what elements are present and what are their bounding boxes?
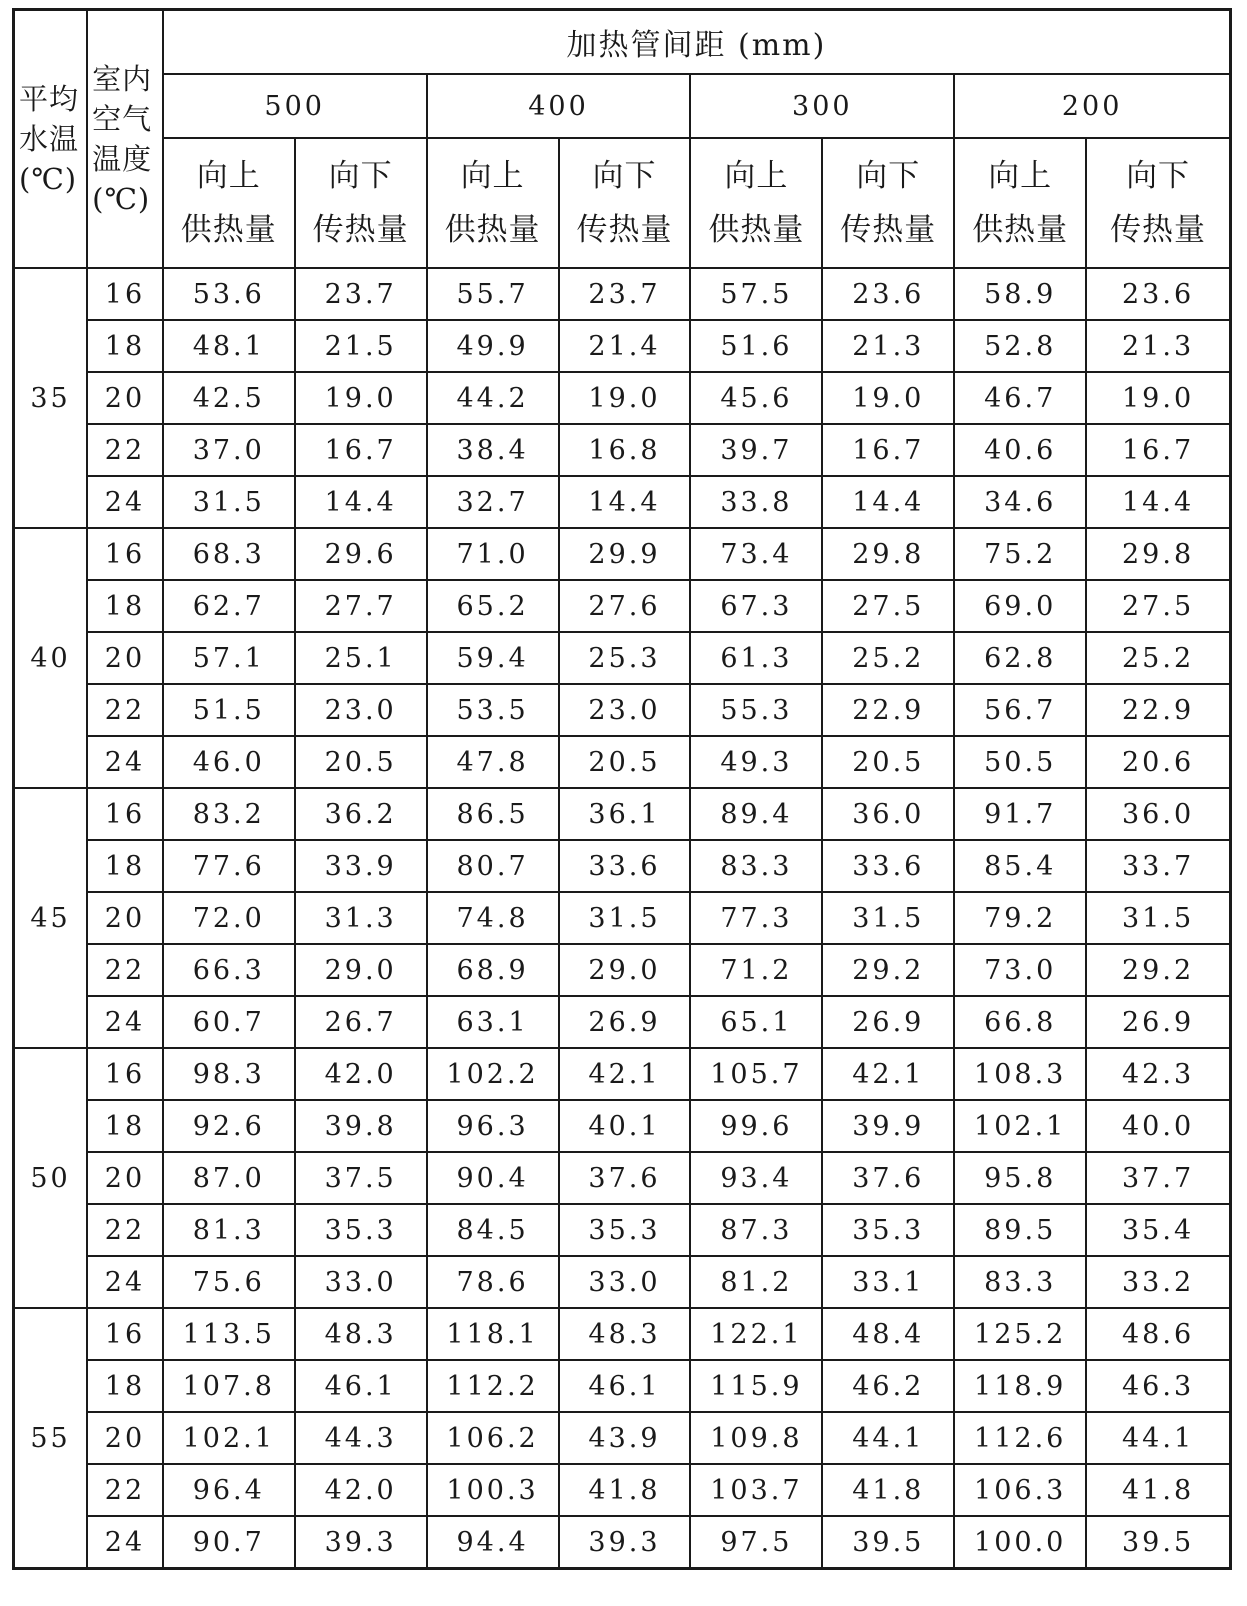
upward-heat-cell: 115.9 — [690, 1360, 822, 1412]
upward-heat-cell: 84.5 — [427, 1204, 559, 1256]
downward-heat-cell: 29.0 — [559, 944, 691, 996]
upward-heat-cell: 81.3 — [163, 1204, 295, 1256]
downward-heat-cell: 19.0 — [295, 372, 427, 424]
room-temp-cell: 24 — [87, 1256, 163, 1308]
table-row — [14, 736, 1231, 788]
downward-heat-cell: 20.5 — [295, 736, 427, 788]
upward-heat-cell: 100.3 — [427, 1464, 559, 1516]
downward-heat-cell: 31.5 — [559, 892, 691, 944]
downward-heat-cell: 37.6 — [822, 1152, 954, 1204]
upward-heat-cell: 67.3 — [690, 580, 822, 632]
header-up-line: 向上 — [460, 158, 525, 194]
water-temp-cell: 55 — [14, 1308, 88, 1569]
header-room-temp-line: 室内 — [92, 62, 153, 96]
table-row — [14, 840, 1231, 892]
header-up — [690, 138, 822, 268]
downward-heat-cell: 42.0 — [295, 1464, 427, 1516]
upward-heat-cell: 75.2 — [954, 528, 1086, 580]
downward-heat-cell: 37.7 — [1086, 1152, 1230, 1204]
upward-heat-cell: 93.4 — [690, 1152, 822, 1204]
upward-heat-cell: 40.6 — [954, 424, 1086, 476]
header-water-temp-line: 平均 — [19, 82, 80, 116]
upward-heat-cell: 85.4 — [954, 840, 1086, 892]
downward-heat-cell: 37.6 — [559, 1152, 691, 1204]
header-up — [427, 138, 559, 268]
downward-heat-cell: 14.4 — [822, 476, 954, 528]
downward-heat-cell: 42.3 — [1086, 1048, 1230, 1100]
upward-heat-cell: 74.8 — [427, 892, 559, 944]
table-row — [14, 1412, 1231, 1464]
upward-heat-cell: 65.1 — [690, 996, 822, 1048]
upward-heat-cell: 60.7 — [163, 996, 295, 1048]
table-row — [14, 1100, 1231, 1152]
table-row — [14, 684, 1231, 736]
downward-heat-cell: 22.9 — [1086, 684, 1230, 736]
water-temp-cell: 35 — [14, 268, 88, 528]
upward-heat-cell: 42.5 — [163, 372, 295, 424]
downward-heat-cell: 20.5 — [559, 736, 691, 788]
header-row-directions — [14, 138, 1231, 268]
upward-heat-cell: 77.6 — [163, 840, 295, 892]
downward-heat-cell: 14.4 — [1086, 476, 1230, 528]
room-temp-cell: 18 — [87, 1360, 163, 1412]
upward-heat-cell: 34.6 — [954, 476, 1086, 528]
downward-heat-cell: 29.2 — [1086, 944, 1230, 996]
room-temp-cell: 16 — [87, 1048, 163, 1100]
downward-heat-cell: 48.6 — [1086, 1308, 1230, 1360]
heat-table-wrapper — [12, 8, 1232, 1598]
upward-heat-cell: 113.5 — [163, 1308, 295, 1360]
header-up-line: 向上 — [724, 158, 789, 194]
downward-heat-cell: 23.0 — [559, 684, 691, 736]
header-up-line: 向上 — [196, 158, 261, 194]
upward-heat-cell: 47.8 — [427, 736, 559, 788]
downward-heat-cell: 25.3 — [559, 632, 691, 684]
upward-heat-cell: 90.4 — [427, 1152, 559, 1204]
header-spacing-400: 400 — [427, 74, 691, 138]
downward-heat-cell: 23.6 — [1086, 268, 1230, 320]
downward-heat-cell: 46.1 — [295, 1360, 427, 1412]
header-row-spacings — [14, 74, 1231, 138]
heat-output-table — [12, 8, 1232, 1570]
downward-heat-cell: 26.7 — [295, 996, 427, 1048]
header-spacing-200: 200 — [954, 74, 1230, 138]
downward-heat-cell: 19.0 — [822, 372, 954, 424]
downward-heat-cell: 42.1 — [822, 1048, 954, 1100]
upward-heat-cell: 77.3 — [690, 892, 822, 944]
header-water-temp — [14, 10, 88, 269]
header-room-temp-line: 空气 — [92, 102, 153, 136]
upward-heat-cell: 38.4 — [427, 424, 559, 476]
downward-heat-cell: 14.4 — [559, 476, 691, 528]
downward-heat-cell: 39.8 — [295, 1100, 427, 1152]
header-down-line: 向下 — [856, 158, 921, 194]
header-down — [559, 138, 691, 268]
header-up-line: 供热量 — [708, 212, 805, 248]
upward-heat-cell: 72.0 — [163, 892, 295, 944]
upward-heat-cell: 53.5 — [427, 684, 559, 736]
upward-heat-cell: 102.1 — [163, 1412, 295, 1464]
upward-heat-cell: 73.0 — [954, 944, 1086, 996]
header-water-temp-line: (℃) — [19, 162, 78, 196]
downward-heat-cell: 37.5 — [295, 1152, 427, 1204]
table-row — [14, 528, 1231, 580]
upward-heat-cell: 118.1 — [427, 1308, 559, 1360]
downward-heat-cell: 16.8 — [559, 424, 691, 476]
header-spacing-title: 加热管间距 (mm) — [163, 10, 1231, 75]
upward-heat-cell: 66.3 — [163, 944, 295, 996]
upward-heat-cell: 37.0 — [163, 424, 295, 476]
header-up-line: 供热量 — [444, 212, 541, 248]
upward-heat-cell: 62.7 — [163, 580, 295, 632]
downward-heat-cell: 46.2 — [822, 1360, 954, 1412]
header-down-line: 向下 — [592, 158, 657, 194]
upward-heat-cell: 87.0 — [163, 1152, 295, 1204]
upward-heat-cell: 44.2 — [427, 372, 559, 424]
header-down — [295, 138, 427, 268]
upward-heat-cell: 57.5 — [690, 268, 822, 320]
header-down — [1086, 138, 1230, 268]
table-row — [14, 788, 1231, 840]
upward-heat-cell: 55.3 — [690, 684, 822, 736]
downward-heat-cell: 33.9 — [295, 840, 427, 892]
downward-heat-cell: 29.8 — [822, 528, 954, 580]
downward-heat-cell: 23.7 — [295, 268, 427, 320]
downward-heat-cell: 33.2 — [1086, 1256, 1230, 1308]
downward-heat-cell: 26.9 — [559, 996, 691, 1048]
downward-heat-cell: 26.9 — [822, 996, 954, 1048]
header-up — [163, 138, 295, 268]
downward-heat-cell: 42.0 — [295, 1048, 427, 1100]
upward-heat-cell: 83.3 — [690, 840, 822, 892]
downward-heat-cell: 19.0 — [1086, 372, 1230, 424]
upward-heat-cell: 81.2 — [690, 1256, 822, 1308]
downward-heat-cell: 40.1 — [559, 1100, 691, 1152]
room-temp-cell: 20 — [87, 1152, 163, 1204]
downward-heat-cell: 36.1 — [559, 788, 691, 840]
header-up — [954, 138, 1086, 268]
upward-heat-cell: 100.0 — [954, 1516, 1086, 1569]
downward-heat-cell: 36.0 — [1086, 788, 1230, 840]
water-temp-cell: 45 — [14, 788, 88, 1048]
downward-heat-cell: 39.3 — [559, 1516, 691, 1569]
upward-heat-cell: 71.0 — [427, 528, 559, 580]
downward-heat-cell: 46.3 — [1086, 1360, 1230, 1412]
table-row — [14, 424, 1231, 476]
header-down-line: 传热量 — [840, 212, 937, 248]
table-row — [14, 1516, 1231, 1569]
upward-heat-cell: 58.9 — [954, 268, 1086, 320]
upward-heat-cell: 103.7 — [690, 1464, 822, 1516]
downward-heat-cell: 23.6 — [822, 268, 954, 320]
upward-heat-cell: 95.8 — [954, 1152, 1086, 1204]
downward-heat-cell: 36.2 — [295, 788, 427, 840]
table-row — [14, 632, 1231, 684]
downward-heat-cell: 19.0 — [559, 372, 691, 424]
upward-heat-cell: 49.3 — [690, 736, 822, 788]
upward-heat-cell: 107.8 — [163, 1360, 295, 1412]
upward-heat-cell: 83.2 — [163, 788, 295, 840]
downward-heat-cell: 21.3 — [822, 320, 954, 372]
header-up-line: 供热量 — [180, 212, 277, 248]
upward-heat-cell: 78.6 — [427, 1256, 559, 1308]
downward-heat-cell: 22.9 — [822, 684, 954, 736]
downward-heat-cell: 27.7 — [295, 580, 427, 632]
water-temp-cell: 50 — [14, 1048, 88, 1308]
room-temp-cell: 22 — [87, 684, 163, 736]
header-down-line: 向下 — [328, 158, 393, 194]
header-spacing-500: 500 — [163, 74, 427, 138]
header-up-line: 供热量 — [972, 212, 1069, 248]
downward-heat-cell: 39.3 — [295, 1516, 427, 1569]
header-room-temp-line: (℃) — [92, 182, 151, 216]
upward-heat-cell: 55.7 — [427, 268, 559, 320]
header-down-line: 传热量 — [1110, 212, 1207, 248]
downward-heat-cell: 23.0 — [295, 684, 427, 736]
downward-heat-cell: 20.6 — [1086, 736, 1230, 788]
room-temp-cell: 24 — [87, 996, 163, 1048]
upward-heat-cell: 112.6 — [954, 1412, 1086, 1464]
header-room-temp-line: 温度 — [92, 142, 153, 176]
downward-heat-cell: 48.3 — [559, 1308, 691, 1360]
table-row — [14, 944, 1231, 996]
table-row — [14, 1360, 1231, 1412]
downward-heat-cell: 33.0 — [295, 1256, 427, 1308]
downward-heat-cell: 39.5 — [1086, 1516, 1230, 1569]
upward-heat-cell: 91.7 — [954, 788, 1086, 840]
downward-heat-cell: 25.2 — [822, 632, 954, 684]
header-water-temp-line: 水温 — [19, 122, 80, 156]
downward-heat-cell: 44.1 — [822, 1412, 954, 1464]
downward-heat-cell: 35.3 — [295, 1204, 427, 1256]
upward-heat-cell: 46.0 — [163, 736, 295, 788]
upward-heat-cell: 65.2 — [427, 580, 559, 632]
downward-heat-cell: 33.6 — [559, 840, 691, 892]
upward-heat-cell: 50.5 — [954, 736, 1086, 788]
downward-heat-cell: 33.6 — [822, 840, 954, 892]
room-temp-cell: 24 — [87, 736, 163, 788]
room-temp-cell: 24 — [87, 476, 163, 528]
room-temp-cell: 22 — [87, 1464, 163, 1516]
downward-heat-cell: 46.1 — [559, 1360, 691, 1412]
upward-heat-cell: 52.8 — [954, 320, 1086, 372]
upward-heat-cell: 73.4 — [690, 528, 822, 580]
upward-heat-cell: 106.3 — [954, 1464, 1086, 1516]
upward-heat-cell: 56.7 — [954, 684, 1086, 736]
upward-heat-cell: 33.8 — [690, 476, 822, 528]
upward-heat-cell: 122.1 — [690, 1308, 822, 1360]
downward-heat-cell: 27.6 — [559, 580, 691, 632]
downward-heat-cell: 33.1 — [822, 1256, 954, 1308]
upward-heat-cell: 118.9 — [954, 1360, 1086, 1412]
room-temp-cell: 18 — [87, 1100, 163, 1152]
upward-heat-cell: 46.7 — [954, 372, 1086, 424]
upward-heat-cell: 66.8 — [954, 996, 1086, 1048]
header-row-title — [14, 10, 1231, 75]
header-down-line: 向下 — [1126, 158, 1191, 194]
downward-heat-cell: 36.0 — [822, 788, 954, 840]
downward-heat-cell: 23.7 — [559, 268, 691, 320]
room-temp-cell: 22 — [87, 944, 163, 996]
table-row — [14, 892, 1231, 944]
upward-heat-cell: 68.3 — [163, 528, 295, 580]
downward-heat-cell: 39.5 — [822, 1516, 954, 1569]
downward-heat-cell: 48.4 — [822, 1308, 954, 1360]
upward-heat-cell: 87.3 — [690, 1204, 822, 1256]
upward-heat-cell: 61.3 — [690, 632, 822, 684]
upward-heat-cell: 49.9 — [427, 320, 559, 372]
room-temp-cell: 16 — [87, 528, 163, 580]
upward-heat-cell: 71.2 — [690, 944, 822, 996]
downward-heat-cell: 29.2 — [822, 944, 954, 996]
table-row — [14, 1204, 1231, 1256]
upward-heat-cell: 68.9 — [427, 944, 559, 996]
downward-heat-cell: 41.8 — [822, 1464, 954, 1516]
room-temp-cell: 18 — [87, 320, 163, 372]
upward-heat-cell: 96.4 — [163, 1464, 295, 1516]
downward-heat-cell: 43.9 — [559, 1412, 691, 1464]
upward-heat-cell: 69.0 — [954, 580, 1086, 632]
upward-heat-cell: 99.6 — [690, 1100, 822, 1152]
downward-heat-cell: 40.0 — [1086, 1100, 1230, 1152]
table-row — [14, 320, 1231, 372]
table-row — [14, 996, 1231, 1048]
room-temp-cell: 16 — [87, 788, 163, 840]
upward-heat-cell: 31.5 — [163, 476, 295, 528]
downward-heat-cell: 29.6 — [295, 528, 427, 580]
downward-heat-cell: 16.7 — [1086, 424, 1230, 476]
table-row — [14, 1464, 1231, 1516]
downward-heat-cell: 25.2 — [1086, 632, 1230, 684]
header-down-line: 传热量 — [312, 212, 409, 248]
upward-heat-cell: 112.2 — [427, 1360, 559, 1412]
downward-heat-cell: 25.1 — [295, 632, 427, 684]
upward-heat-cell: 51.6 — [690, 320, 822, 372]
downward-heat-cell: 26.9 — [1086, 996, 1230, 1048]
room-temp-cell: 20 — [87, 632, 163, 684]
downward-heat-cell: 27.5 — [822, 580, 954, 632]
room-temp-cell: 22 — [87, 424, 163, 476]
room-temp-cell: 16 — [87, 1308, 163, 1360]
upward-heat-cell: 105.7 — [690, 1048, 822, 1100]
downward-heat-cell: 21.5 — [295, 320, 427, 372]
upward-heat-cell: 97.5 — [690, 1516, 822, 1569]
downward-heat-cell: 31.5 — [1086, 892, 1230, 944]
upward-heat-cell: 75.6 — [163, 1256, 295, 1308]
upward-heat-cell: 102.1 — [954, 1100, 1086, 1152]
downward-heat-cell: 44.1 — [1086, 1412, 1230, 1464]
downward-heat-cell: 48.3 — [295, 1308, 427, 1360]
table-body — [14, 268, 1231, 1569]
header-room-temp — [87, 10, 163, 269]
upward-heat-cell: 32.7 — [427, 476, 559, 528]
table-row — [14, 1256, 1231, 1308]
upward-heat-cell: 108.3 — [954, 1048, 1086, 1100]
downward-heat-cell: 39.9 — [822, 1100, 954, 1152]
upward-heat-cell: 48.1 — [163, 320, 295, 372]
downward-heat-cell: 29.9 — [559, 528, 691, 580]
upward-heat-cell: 98.3 — [163, 1048, 295, 1100]
downward-heat-cell: 16.7 — [295, 424, 427, 476]
downward-heat-cell: 33.0 — [559, 1256, 691, 1308]
downward-heat-cell: 20.5 — [822, 736, 954, 788]
room-temp-cell: 20 — [87, 892, 163, 944]
downward-heat-cell: 44.3 — [295, 1412, 427, 1464]
room-temp-cell: 18 — [87, 580, 163, 632]
upward-heat-cell: 45.6 — [690, 372, 822, 424]
upward-heat-cell: 125.2 — [954, 1308, 1086, 1360]
room-temp-cell: 16 — [87, 268, 163, 320]
upward-heat-cell: 39.7 — [690, 424, 822, 476]
downward-heat-cell: 21.3 — [1086, 320, 1230, 372]
table-row — [14, 1152, 1231, 1204]
upward-heat-cell: 63.1 — [427, 996, 559, 1048]
downward-heat-cell: 16.7 — [822, 424, 954, 476]
upward-heat-cell: 90.7 — [163, 1516, 295, 1569]
header-spacing-300: 300 — [690, 74, 954, 138]
table-row — [14, 476, 1231, 528]
room-temp-cell: 20 — [87, 1412, 163, 1464]
upward-heat-cell: 96.3 — [427, 1100, 559, 1152]
downward-heat-cell: 27.5 — [1086, 580, 1230, 632]
room-temp-cell: 18 — [87, 840, 163, 892]
downward-heat-cell: 29.8 — [1086, 528, 1230, 580]
water-temp-cell: 40 — [14, 528, 88, 788]
downward-heat-cell: 31.3 — [295, 892, 427, 944]
downward-heat-cell: 35.3 — [559, 1204, 691, 1256]
downward-heat-cell: 41.8 — [1086, 1464, 1230, 1516]
table-row — [14, 372, 1231, 424]
upward-heat-cell: 51.5 — [163, 684, 295, 736]
upward-heat-cell: 83.3 — [954, 1256, 1086, 1308]
downward-heat-cell: 33.7 — [1086, 840, 1230, 892]
upward-heat-cell: 86.5 — [427, 788, 559, 840]
downward-heat-cell: 35.3 — [822, 1204, 954, 1256]
upward-heat-cell: 106.2 — [427, 1412, 559, 1464]
upward-heat-cell: 79.2 — [954, 892, 1086, 944]
room-temp-cell: 24 — [87, 1516, 163, 1569]
header-down — [822, 138, 954, 268]
header-down-line: 传热量 — [576, 212, 673, 248]
room-temp-cell: 22 — [87, 1204, 163, 1256]
upward-heat-cell: 59.4 — [427, 632, 559, 684]
upward-heat-cell: 109.8 — [690, 1412, 822, 1464]
downward-heat-cell: 31.5 — [822, 892, 954, 944]
header-up-line: 向上 — [988, 158, 1053, 194]
upward-heat-cell: 89.5 — [954, 1204, 1086, 1256]
upward-heat-cell: 102.2 — [427, 1048, 559, 1100]
table-row — [14, 268, 1231, 320]
downward-heat-cell: 35.4 — [1086, 1204, 1230, 1256]
downward-heat-cell: 29.0 — [295, 944, 427, 996]
downward-heat-cell: 42.1 — [559, 1048, 691, 1100]
upward-heat-cell: 92.6 — [163, 1100, 295, 1152]
upward-heat-cell: 53.6 — [163, 268, 295, 320]
upward-heat-cell: 94.4 — [427, 1516, 559, 1569]
upward-heat-cell: 57.1 — [163, 632, 295, 684]
table-row — [14, 580, 1231, 632]
upward-heat-cell: 80.7 — [427, 840, 559, 892]
room-temp-cell: 20 — [87, 372, 163, 424]
upward-heat-cell: 62.8 — [954, 632, 1086, 684]
upward-heat-cell: 89.4 — [690, 788, 822, 840]
table-row — [14, 1048, 1231, 1100]
downward-heat-cell: 41.8 — [559, 1464, 691, 1516]
downward-heat-cell: 14.4 — [295, 476, 427, 528]
table-row — [14, 1308, 1231, 1360]
downward-heat-cell: 21.4 — [559, 320, 691, 372]
